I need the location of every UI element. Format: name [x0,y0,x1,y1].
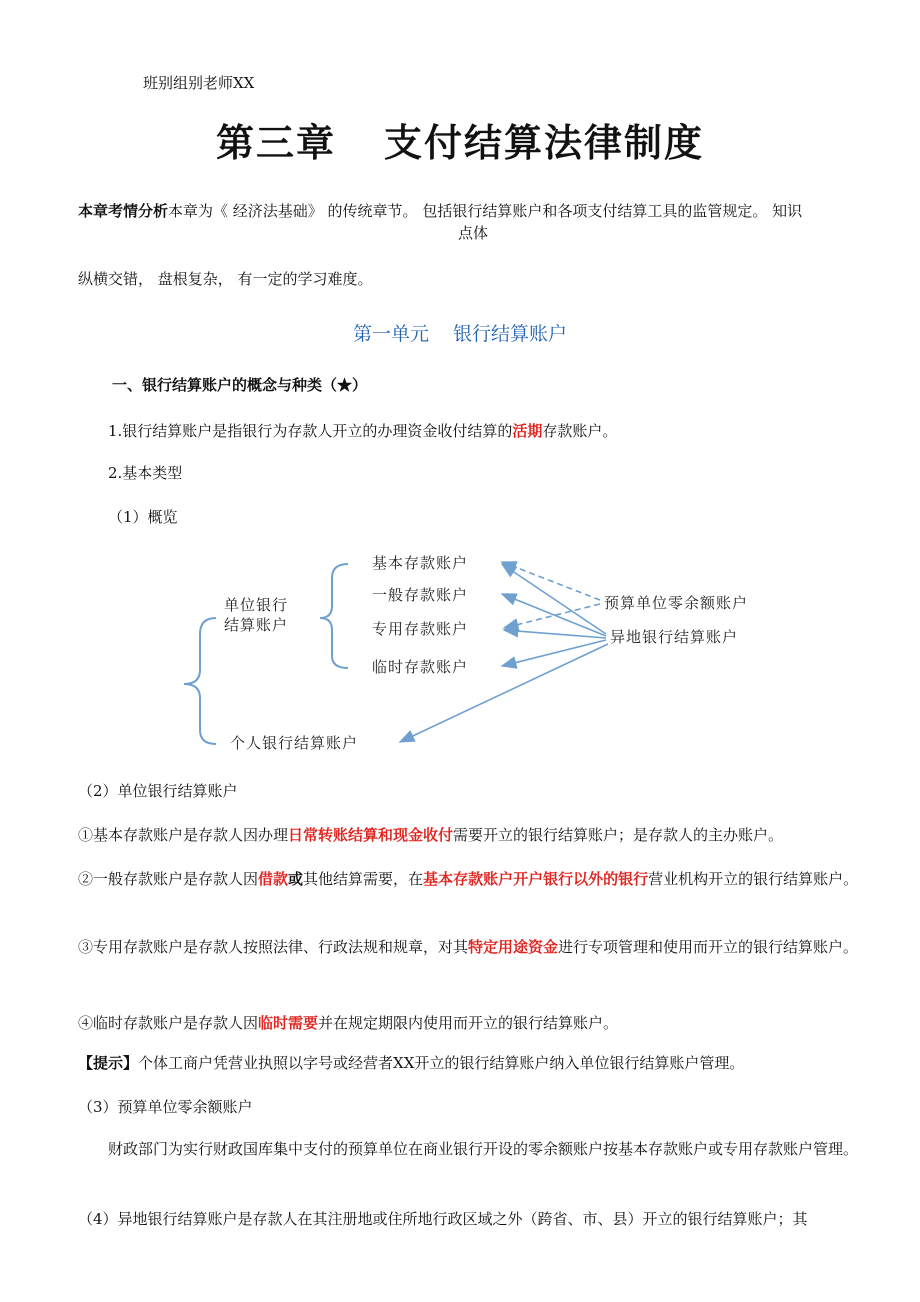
basic-account-paragraph [78,822,868,848]
chapter-title [0,118,920,168]
unit-title [0,320,920,348]
definition-item [108,420,617,442]
section-heading: 一、银行结算账户的概念与种类（★） [112,376,368,394]
chapter-name: 支付结算法律制度 [384,120,705,165]
p2-or: 或 [288,870,304,888]
remote-account-paragraph: （4）异地银行结算账户是存款人在其注册地或住所地行政区域之外（跨省、市、县）开立的银行结算账户；其 [78,1210,808,1228]
tip-label: 【提示】 [78,1054,139,1072]
general-account-label: 一般存款账户 [372,586,469,604]
budget-zero-paragraph: 财政部门为实行财政国库集中支付的预算单位在商业银行开设的零余额账户按基本存款账户或专用存款账户管理。 [108,1140,859,1158]
p2-text: ②一般存款账户是存款人因 [78,870,259,888]
unit-account-heading: （2）单位银行结算账户 [78,782,238,800]
basic-account-label: 基本存款账户 [372,554,469,572]
tip-note [78,1052,744,1074]
dashed-arrow-special [504,604,600,628]
p1-text-end: 需要开立的银行结算账户；是存款人的主办账户。 [453,826,784,844]
p3-text: ③专用存款账户是存款人按照法律、行政法规和规章，对其 [78,938,469,956]
p3-text-end: 进行专项管理和使用而开立的银行结算账户。 [558,938,859,956]
p2-highlight-loan: 借款 [258,870,289,888]
chapter-intro [78,200,868,244]
budget-zero-heading: （3）预算单位零余额账户 [78,1098,253,1116]
special-account-label: 专用存款账户 [372,620,469,638]
personal-account-label: 个人银行结算账户 [230,734,359,752]
temporary-account-label: 临时存款账户 [372,658,469,676]
unit-name: 银行结算账户 [453,323,568,345]
dashed-arrow-basic [502,562,600,600]
p4-highlight: 临时需要 [258,1014,319,1032]
header-note: 班别组别老师XX [143,74,255,92]
p1-text: ①基本存款账户是存款人因办理 [78,826,289,844]
p3-highlight: 特定用途资金 [468,938,559,956]
definition-text: 1.银行结算账户是指银行为存款人开立的办理资金收付结算的 [108,422,513,440]
p2-highlight-bank: 基本存款账户开户银行以外的银行 [423,870,649,888]
account-types-diagram [160,544,800,764]
unit-number: 第一单元 [352,323,429,345]
p2-text-mid: 其他结算需要，在 [303,870,424,888]
arrow-special [504,630,606,638]
outer-bracket [184,618,216,744]
arrow-general [502,594,606,636]
remote-account-label: 异地银行结算账户 [610,628,739,646]
definition-text-end: 存款账户。 [542,422,618,440]
p2-text-end: 营业机构开立的银行结算账户。 [648,870,859,888]
temporary-account-paragraph [78,1010,868,1036]
p1-highlight: 日常转账结算和现金收付 [288,826,454,844]
special-account-paragraph [78,934,868,960]
budget-zero-account-label: 预算单位零余额账户 [604,594,749,612]
arrow-basic [502,564,606,634]
unit-account-label-1: 单位银行 [224,596,289,614]
general-account-paragraph [78,866,868,892]
highlight-current: 活期 [512,422,543,440]
intro-label: 本章考情分析 [78,202,169,220]
tip-text: 个体工商户凭营业执照以字号或经营者XX开立的银行结算账户纳入单位银行结算账户管理。 [138,1054,745,1072]
intro-text-tail: 点体 [457,224,488,242]
basic-types-heading: 2.基本类型 [108,464,183,482]
p4-text-end: 并在规定期限内使用而开立的银行结算账户。 [318,1014,619,1032]
inner-bracket [320,564,348,668]
chapter-number: 第三章 [215,120,336,165]
p4-text: ④临时存款账户是存款人因 [78,1014,259,1032]
unit-account-label-2: 结算账户 [224,616,289,634]
overview-heading: （1）概览 [108,508,178,526]
intro-text: 本章为《 经济法基础》 的传统章节。 包括银行结算账户和各项支付结算工具的监管规定。 知识 [168,202,803,220]
intro-text-continued: 纵横交错， 盘根复杂， 有一定的学习难度。 [78,270,373,288]
